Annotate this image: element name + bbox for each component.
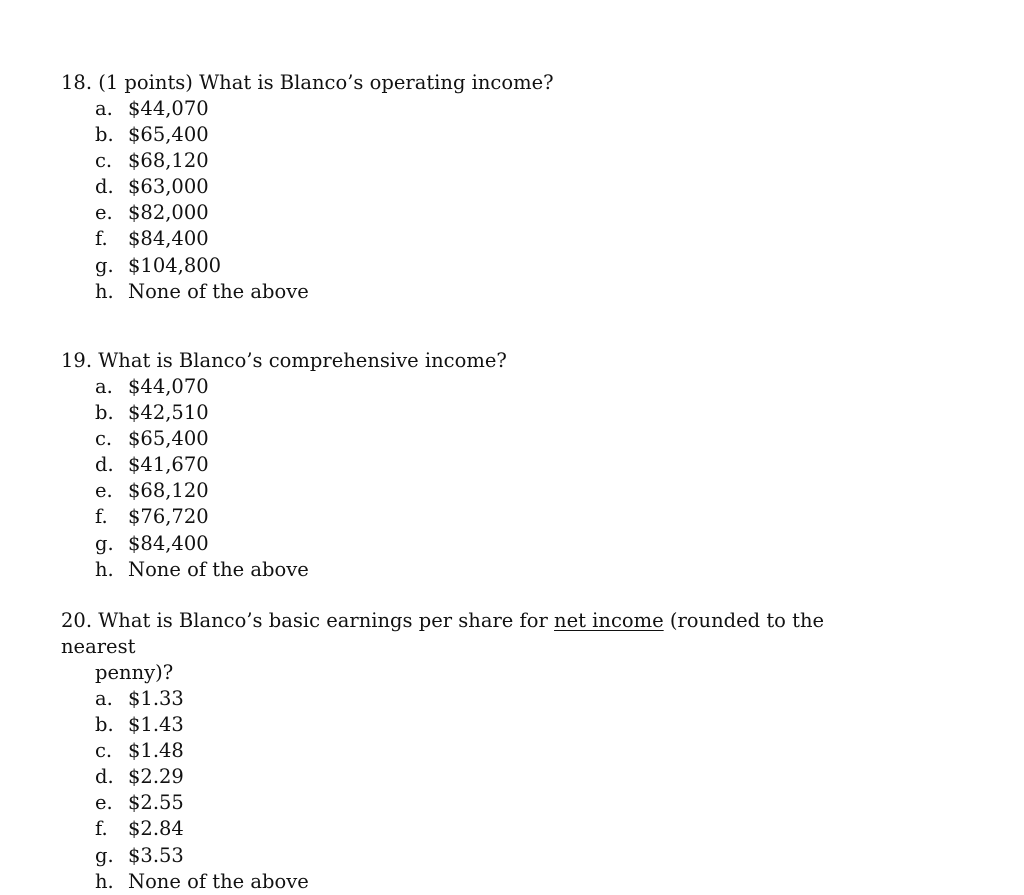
question-19-options [61,374,901,583]
option-value: $3.53 [128,843,184,867]
underlined-term: net income [554,609,664,632]
option-value: $41,670 [128,453,209,477]
option-letter: h. [95,869,114,893]
option-letter: g. [95,253,114,277]
option-value: $84,400 [128,531,209,555]
option-letter: a. [95,375,113,398]
option-value: $65,400 [128,427,209,451]
option-value: $2.84 [128,817,184,841]
option-value: $104,800 [128,253,222,277]
option-g [61,843,901,869]
option-e [61,790,901,816]
option-letter: h. [95,557,114,581]
option-value: $44,070 [128,97,209,120]
question-prompt-rest: (rounded to the nearest [61,609,825,658]
option-d [61,174,901,200]
option-letter: b. [95,713,114,737]
option-c [61,426,901,452]
option-letter: f. [95,505,108,529]
option-value: $1.43 [128,713,184,737]
option-b [61,712,901,738]
option-letter: b. [95,123,114,147]
option-e [61,478,901,504]
option-f [61,504,901,530]
option-letter: c. [95,149,113,173]
question-19 [61,348,901,583]
option-value: $68,120 [128,149,209,173]
option-value: $1.33 [128,687,184,710]
question-prompt: (1 points) What is Blanco’s operating income? [98,71,554,94]
option-letter: b. [95,401,114,425]
option-value: $1.48 [128,739,184,763]
option-letter: e. [95,791,113,815]
question-number: 20. [61,609,93,632]
option-letter: f. [95,817,108,841]
question-18-text [61,70,901,96]
option-e [61,200,901,226]
option-c [61,738,901,764]
option-a [61,686,901,712]
question-prompt: What is Blanco’s basic earnings per share for [98,609,548,632]
option-a [61,374,901,400]
option-letter: g. [95,531,114,555]
option-letter: e. [95,479,113,503]
option-value: $65,400 [128,123,209,147]
question-18 [61,70,901,305]
question-prompt: What is Blanco’s comprehensive income? [98,349,507,372]
option-letter: d. [95,765,114,789]
option-value: $63,000 [128,175,209,199]
option-f [61,226,901,252]
option-letter: e. [95,201,113,225]
question-number: 19. [61,349,93,372]
question-20 [61,608,901,895]
option-value: $68,120 [128,479,209,503]
option-letter: c. [95,739,113,763]
option-letter: d. [95,453,114,477]
option-f [61,816,901,842]
option-letter: a. [95,97,113,120]
option-value: None of the above [128,869,309,893]
question-number: 18. [61,71,93,94]
option-value: None of the above [128,279,309,303]
question-18-options [61,96,901,305]
option-g [61,531,901,557]
option-value: None of the above [128,557,309,581]
option-b [61,400,901,426]
option-value: $82,000 [128,201,209,225]
question-prompt-continued: penny)? [95,661,174,684]
option-h [61,279,901,305]
option-letter: c. [95,427,113,451]
option-value: $42,510 [128,401,209,425]
option-letter: g. [95,843,114,867]
option-h [61,557,901,583]
question-19-text [61,348,901,374]
option-letter: d. [95,175,114,199]
option-value: $84,400 [128,227,209,251]
option-value: $2.55 [128,791,184,815]
option-b [61,122,901,148]
option-g [61,253,901,279]
option-value: $44,070 [128,375,209,398]
option-value: $2.29 [128,765,184,789]
question-20-text [61,608,901,686]
question-20-options [61,686,901,895]
option-letter: f. [95,227,108,251]
option-letter: a. [95,687,113,710]
option-d [61,764,901,790]
option-d [61,452,901,478]
option-a [61,96,901,122]
option-letter: h. [95,279,114,303]
option-value: $76,720 [128,505,209,529]
option-c [61,148,901,174]
option-h [61,869,901,895]
